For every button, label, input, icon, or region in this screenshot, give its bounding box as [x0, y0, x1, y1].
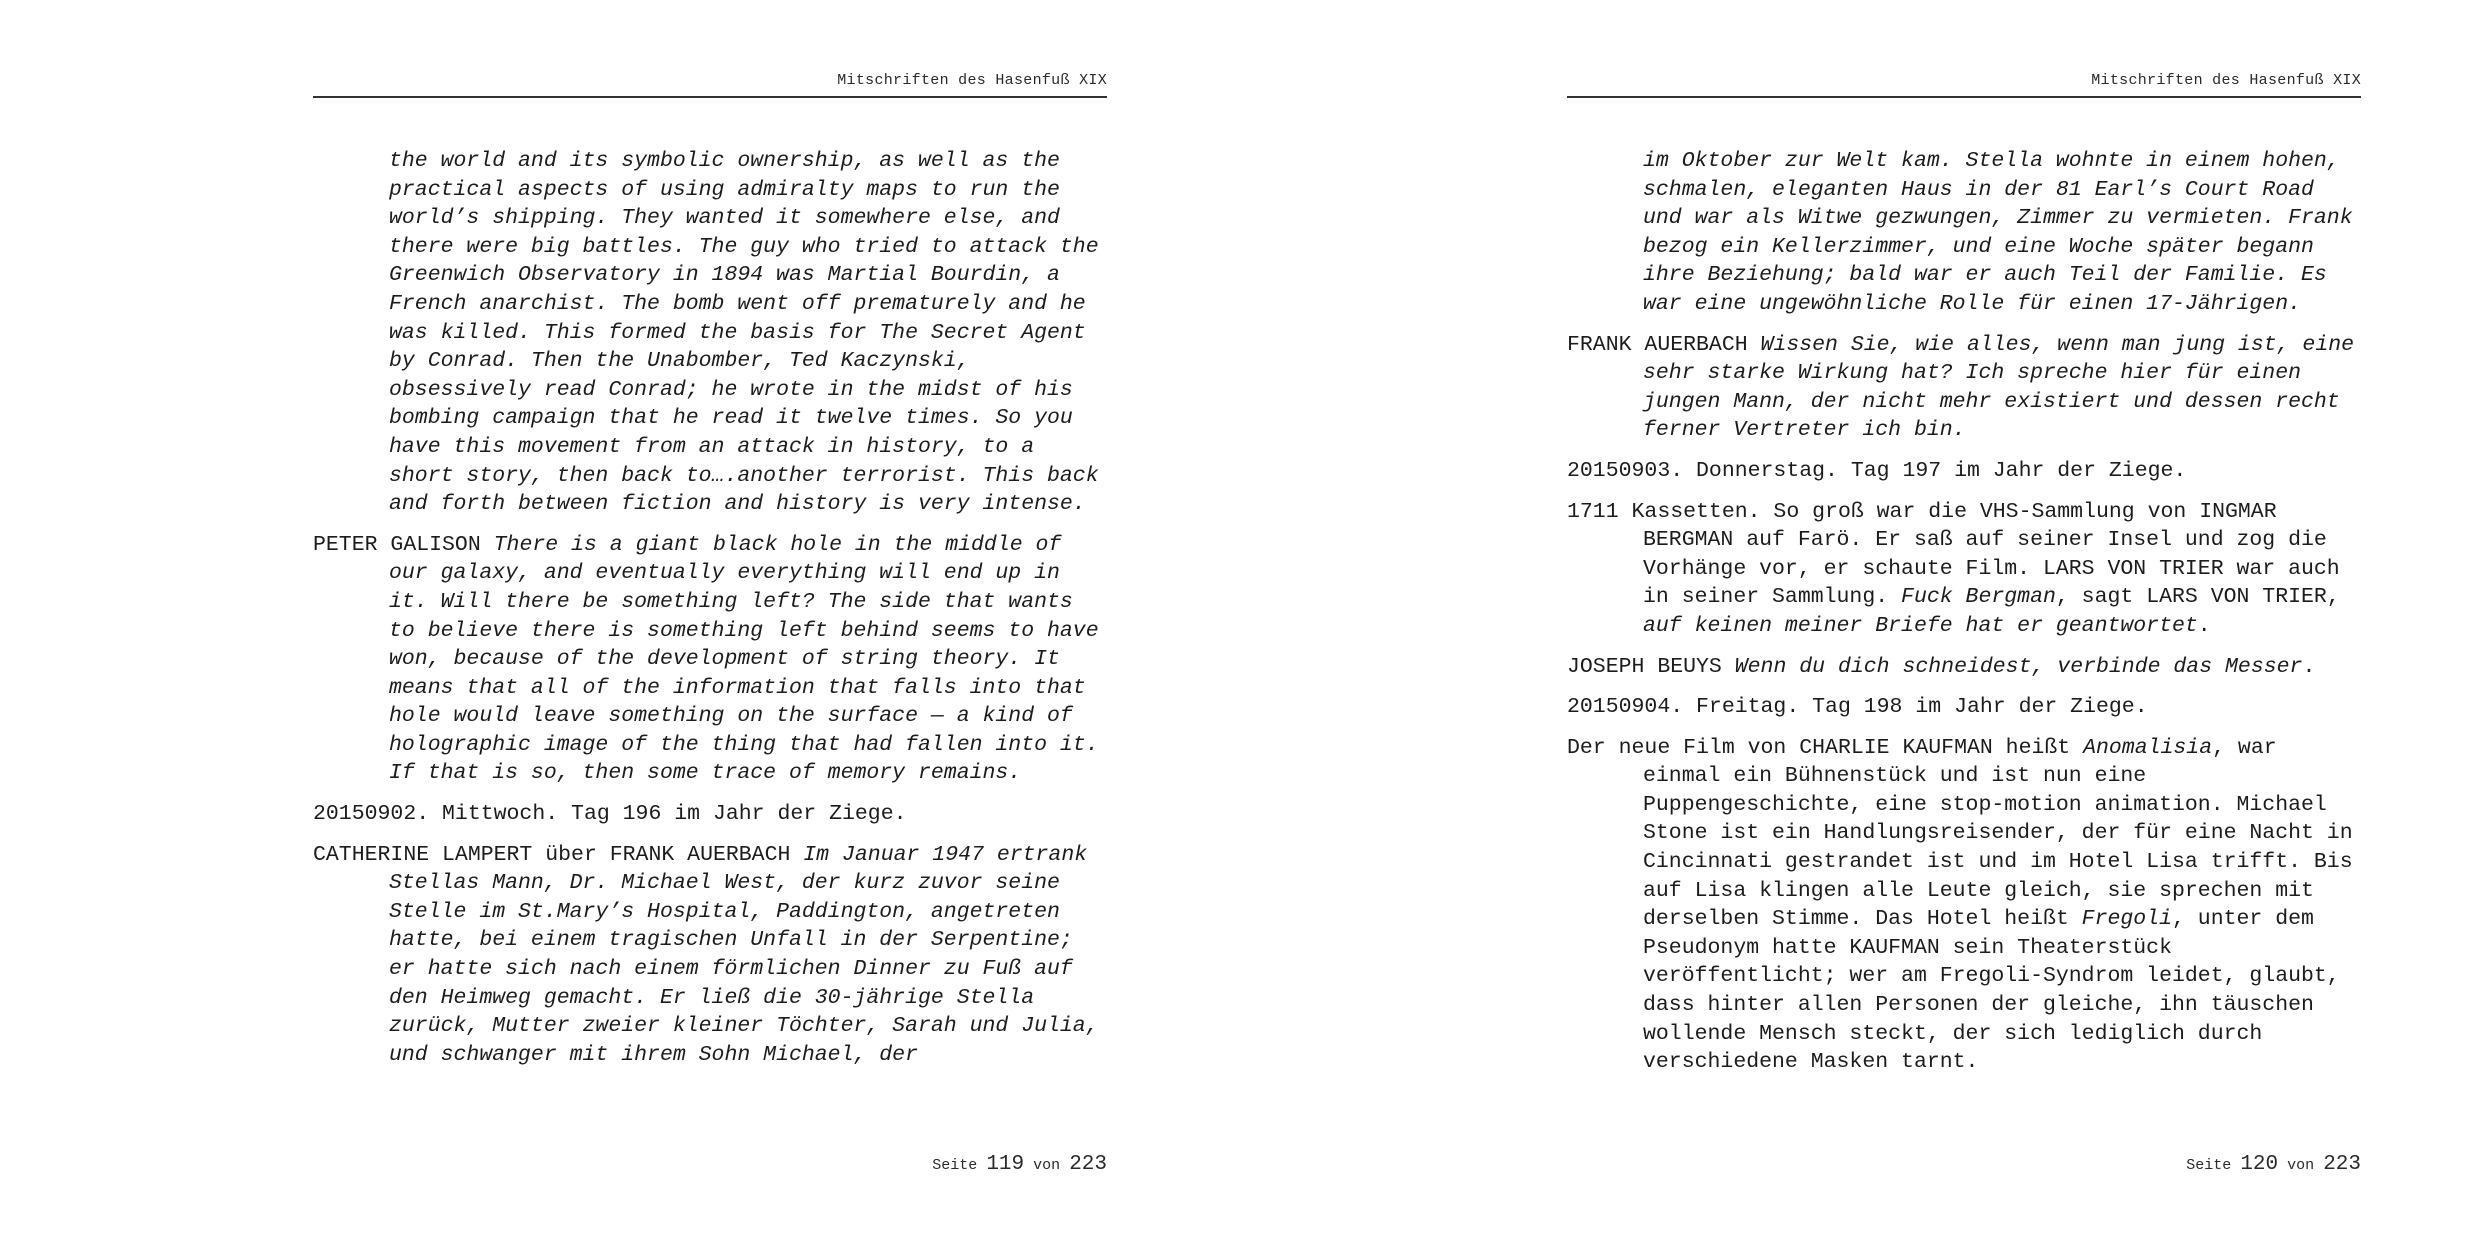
italic-text: Anomalisia — [2083, 735, 2213, 760]
italic-text: There is a giant black hole in the middle of our galaxy, and eventually everything will end up in it. Will there be something left? The side that wants to believe there is something left behind seems to have won, because of the development of string theory. It means that all of the information that falls into that hole would leave something on the surface — a kind of holographic image of the thing that had fallen into it. If that is so, then some trace of memory remains. — [389, 532, 1099, 786]
paragraph — [1567, 331, 2361, 445]
roman-text: . — [2302, 654, 2316, 679]
paragraph — [313, 531, 1107, 788]
paragraph — [1567, 734, 2361, 1077]
right-page — [1567, 0, 2361, 1240]
running-header: Mitschriften des Hasenfuß XIX — [2091, 72, 2361, 89]
header-rule — [1567, 96, 2361, 98]
roman-text: JOSEPH BEUYS — [1567, 654, 1735, 679]
paragraph — [313, 800, 1107, 829]
page-footer — [2186, 1153, 2361, 1176]
header-rule — [313, 96, 1107, 98]
roman-text: , war einmal ein Bühnenstück und ist nun eine Puppengeschichte, eine stop-motion animation. Michael Stone ist ein Handlungsreisender, der für eine Nacht in Cincinnati gestrandet ist und im Hotel Lisa trifft. Bis auf Lisa klingen alle Leute gleich, sie sprechen mit derselben Stimme. Das Hotel heißt — [1643, 735, 2353, 932]
italic-text: Wenn du dich schneidest, verbinde das Messer — [1734, 654, 2303, 679]
paragraph — [1567, 498, 2361, 641]
italic-text: Wissen Sie, wie alles, wenn man jung ist, eine sehr starke Wirkung hat? Ich spreche hier für einen jungen Mann, der nicht mehr existiert und dessen recht ferner Vertreter ich bin. — [1643, 332, 2355, 443]
italic-text: Fuck Bergman — [1901, 585, 2056, 610]
footer-label: Seite — [932, 1157, 978, 1174]
paragraph — [1567, 653, 2361, 682]
italic-text: the world and its symbolic ownership, as well as the practical aspects of using admiralty maps to run the world’s shipping. They wanted it somewhere else, and there were big battles. The guy who tried to attack the Greenwich Observatory in 1894 was Martial Bourdin, a French anarchist. The bomb went off prematurely and he was killed. This formed the basis for The Secret Agent by Conrad. Then the Unabomber, Ted Kaczynski, obsessively read Conrad; he wrote in the midst of his bombing campaign that he read it twelve times. So you have this movement from an attack in history, to a short story, then back to….another terrorist. This back and forth between fiction and history is very intense. — [389, 149, 1099, 517]
paragraph — [1567, 693, 2361, 722]
roman-text: 1711 Kassetten. So groß war die VHS-Sammlung von INGMAR BERGMAN auf Farö. Er saß auf seiner Insel und zog die Vorhänge vor, er schaute Film. LARS VON TRIER war auch in seiner Sammlung. — [1567, 499, 2340, 610]
left-page — [313, 0, 1107, 1240]
paragraph — [313, 147, 1107, 519]
roman-text: PETER GALISON — [313, 532, 494, 557]
paragraph — [1567, 457, 2361, 486]
paragraph — [313, 841, 1107, 1070]
page-total: 223 — [2323, 1153, 2361, 1176]
page-footer — [932, 1153, 1107, 1176]
italic-text: auf keinen meiner Briefe hat er geantwortet — [1643, 613, 2198, 638]
roman-text: . — [2197, 613, 2211, 638]
roman-text: 20150904. Freitag. Tag 198 im Jahr der Ziege. — [1567, 695, 2148, 720]
running-header: Mitschriften des Hasenfuß XIX — [837, 72, 1107, 89]
body-text — [313, 147, 1107, 1081]
body-text — [1567, 147, 2361, 1089]
italic-text: Fregoli — [2081, 907, 2172, 932]
footer-separator: von — [2287, 1157, 2315, 1174]
roman-text: , sagt LARS VON TRIER, — [2055, 585, 2340, 610]
italic-text: im Oktober zur Welt kam. Stella wohnte in einem hohen, schmalen, eleganten Haus in der 81 Earl’s Court Road und war als Witwe gezwungen, Zimmer zu vermieten. Frank bezog ein Kellerzimmer, und eine Woche später begann ihre Beziehung; bald war er auch Teil der Familie. Es war eine ungewöhnliche Rolle für einen 17-Jährigen. — [1643, 149, 2353, 316]
footer-separator: von — [1033, 1157, 1061, 1174]
roman-text: CATHERINE LAMPERT über FRANK AUERBACH — [313, 842, 804, 867]
roman-text: FRANK AUERBACH — [1567, 332, 1761, 357]
page-number: 119 — [986, 1153, 1025, 1176]
page-total: 223 — [1069, 1153, 1107, 1176]
roman-text: Der neue Film von CHARLIE KAUFMAN heißt — [1567, 735, 2084, 760]
italic-text: Im Januar 1947 ertrank Stellas Mann, Dr. Michael West, der kurz zuvor seine Stelle im St.Mary’s Hospital, Paddington, angetreten hatte, bei einem tragischen Unfall in der Serpentine; er hatte sich nach einem förmlichen Dinner zu Fuß auf den Heimweg gemacht. Er ließ die 30-jährige Stella zurück, Mutter zweier kleiner Töchter, Sarah und Julia, und schwanger mit ihrem Sohn Michael, der — [389, 842, 1099, 1067]
footer-label: Seite — [2186, 1157, 2232, 1174]
page-number: 120 — [2240, 1153, 2279, 1176]
roman-text: 20150902. Mittwoch. Tag 196 im Jahr der Ziege. — [313, 802, 907, 827]
paragraph — [1567, 147, 2361, 319]
roman-text: 20150903. Donnerstag. Tag 197 im Jahr der Ziege. — [1567, 458, 2187, 483]
roman-text: , unter dem Pseudonym hatte KAUFMAN sein Theaterstück veröffentlicht; wer am Fregoli-Syndrom leidet, glaubt, dass hinter allen Personen der gleiche, ihn täuschen wollende Mensch steckt, der sich lediglich durch verschiedene Masken tarnt. — [1643, 907, 2340, 1075]
